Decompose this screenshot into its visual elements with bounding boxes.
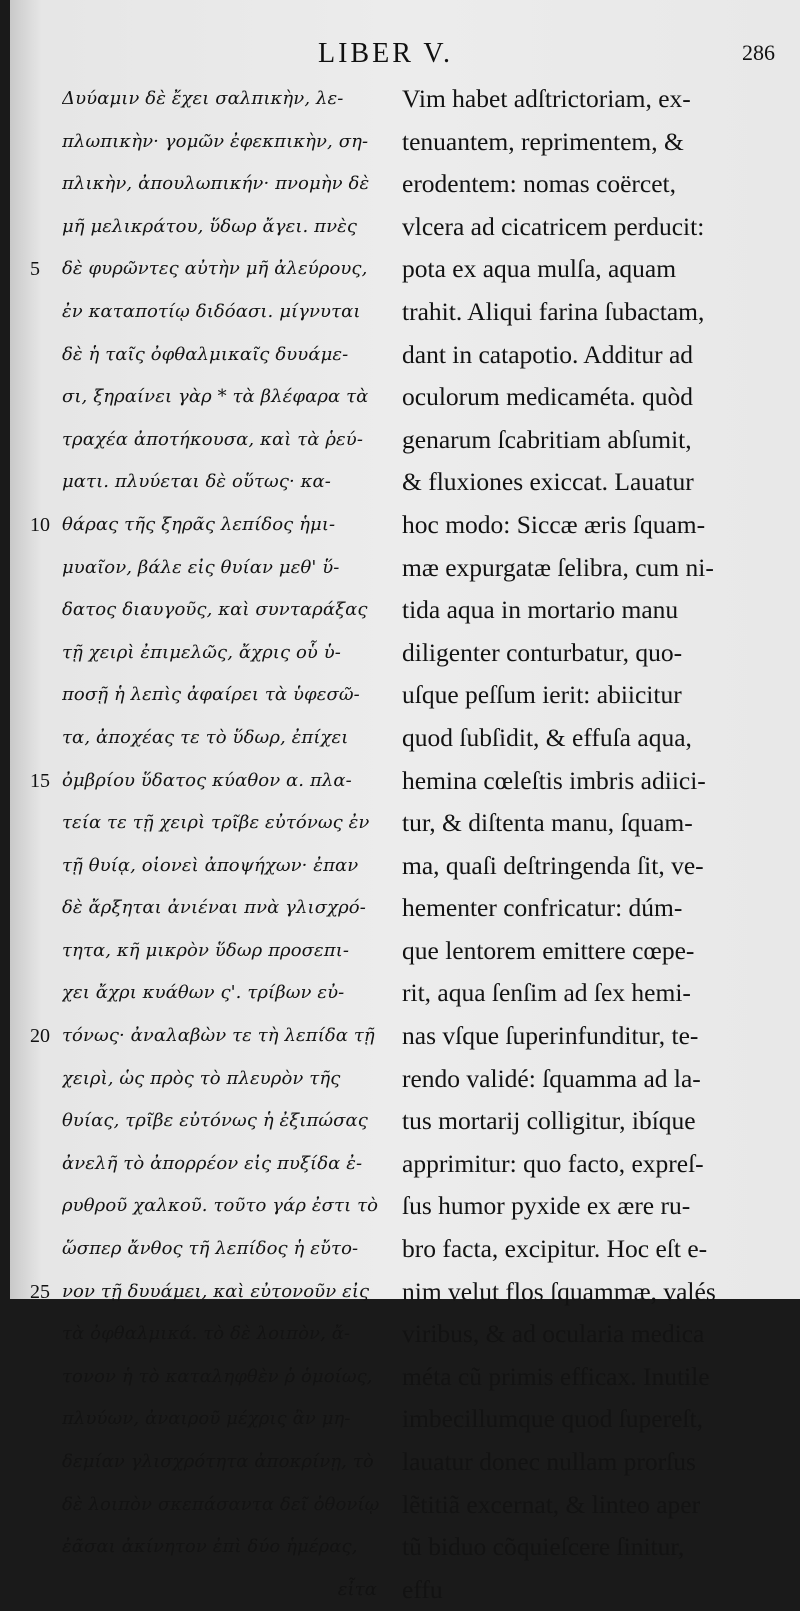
latin-line: rit, aqua ſenſim ad ſex hemi-: [402, 978, 691, 1008]
latin-line: Vim habet adſtrictoriam, ex-: [402, 84, 691, 113]
greek-line: τῇ χειρὶ ἐπιμελῶς, ἄχρις οὗ ὑ-: [62, 641, 341, 663]
greek-line: τητα, κῆ μικρὸν ὕδωρ προσεπι-: [62, 939, 350, 961]
greek-line: ποσῇ ἡ λεπὶς ἀφαίρει τὰ ὑφεσῶ-: [62, 684, 360, 706]
latin-line: bro facta, excipitur. Hoc eſt e-: [402, 1234, 708, 1264]
line-number: 25: [30, 1280, 50, 1303]
page-number: 286: [742, 40, 775, 65]
latin-line: que lentorem emittere cœpe-: [402, 935, 695, 965]
latin-line: nim velut flos ſquammæ, valés: [402, 1276, 716, 1306]
greek-line: Δυύαμιν δὲ ἔχει σαλπικὴν, λε-: [62, 88, 344, 109]
latin-line: hementer confricatur: dúm-: [402, 893, 683, 923]
line-number: 20: [30, 1025, 50, 1048]
greek-line: ἀνελῆ τὸ ἀπορρέον εἰς πυξίδα ἐ-: [62, 1152, 363, 1174]
greek-line: χειρὶ, ὡς πρὸς τὸ πλευρὸν τῆς: [62, 1067, 341, 1089]
greek-line: τα, ἀποχέας τε τὸ ὕδωρ, ἐπίχει: [62, 726, 349, 748]
greek-line: χει ἄχρι κυάθων ς'. τρίβων εὐ-: [62, 982, 345, 1004]
greek-line: σι, ξηραίνει γὰρ * τὰ βλέφαρα τὰ: [62, 386, 369, 408]
latin-line: vlcera ad cicatricem perducit:: [402, 211, 705, 241]
greek-line: ματι. πλυύεται δὲ οὕτως· κα-: [62, 471, 331, 493]
greek-line: ἐᾶσαι ἀκίνητον ἐπὶ δύο ἡμέρας,: [62, 1536, 358, 1558]
greek-line: τῇ θυίᾳ, οἱονεὶ ἀποψήχων· ἐπαν: [62, 854, 359, 876]
latin-line: pota ex aqua mulſa, aquam: [402, 254, 677, 284]
greek-text-column: [62, 78, 397, 1611]
latin-line: trahit. Aliqui farina ſubactam,: [402, 296, 705, 326]
greek-line: ὥσπερ ἄνθος τῆ λεπίδος ἡ εὔτο-: [62, 1238, 359, 1260]
latin-line: hemina cœleſtis imbris adiici-: [402, 765, 706, 795]
latin-line: dant in catapotio. Additur ad: [402, 339, 694, 369]
latin-text-column: [402, 78, 800, 1611]
line-number: 5: [30, 258, 40, 281]
greek-line: δὲ ἄρξηται ἀνιέναι πνὰ γλισχρό-: [62, 897, 366, 919]
latin-line: lauatur donec nullam prorſus: [402, 1447, 696, 1476]
greek-line: μῆ μελικράτου, ὕδωρ ἄγει. πνὲς: [62, 215, 358, 237]
book-page: [10, 0, 800, 1604]
latin-line: erodentem: nomas coërcet,: [402, 169, 677, 199]
greek-line: πλυύων, ἀναιροῦ μέχρις ἂν μη-: [62, 1408, 351, 1430]
running-title: LIBER V.: [318, 38, 453, 69]
latin-line: viribus, & ad ocularia medica: [402, 1319, 705, 1349]
latin-line: effu: [402, 1574, 443, 1604]
greek-line: ὀμβρίου ὕδατος κύαθον α. πλα-: [62, 769, 352, 791]
latin-line: tũ biduo cõquieſcere ſinitur,: [402, 1532, 685, 1562]
latin-line: tida aqua in mortario manu: [402, 595, 679, 625]
latin-line: ma, quaſi deſtringenda ſit, ve-: [402, 850, 704, 880]
greek-line: μυαῖον, βάλε εἰς θυίαν μεθ' ὕ-: [62, 556, 340, 578]
greek-line: πλωπικὴν· γομῶν ἐφεκπικὴν, ση-: [62, 130, 369, 152]
latin-line: nas vſque ſuperinfunditur, te-: [402, 1021, 699, 1051]
greek-line: δὲ ἡ ταῖς ὀφθαλμικαῖς δυυάμε-: [62, 343, 349, 365]
greek-line: νον τῇ δυυάμει, καὶ εὐτονοῦν εἰς: [62, 1280, 370, 1302]
greek-line: ρυθροῦ χαλκοῦ. τοῦτο γάρ ἐστι τὸ: [62, 1195, 379, 1217]
line-number: 10: [30, 514, 50, 536]
latin-line: rendo validé: ſquamma ad la-: [402, 1063, 701, 1093]
greek-line: εἶτα: [337, 1578, 377, 1600]
latin-line: uſque peſſum ierit: abiicitur: [402, 680, 682, 710]
line-number: 15: [30, 769, 50, 792]
latin-line: & fluxiones exiccat. Lauatur: [402, 467, 694, 497]
greek-line: ἐν καταποτίῳ διδόασι. μίγνυται: [62, 300, 361, 322]
latin-line: hoc modo: Siccæ æris ſquam-: [402, 509, 706, 539]
latin-line: diligenter conturbatur, quo-: [402, 637, 683, 667]
latin-line: genarum ſcabritiam abſumit,: [402, 424, 692, 454]
latin-line: méta cũ primis efficax. Inutile: [402, 1361, 710, 1391]
latin-line: oculorum medicaméta. quòd: [402, 382, 694, 412]
latin-line: mæ expurgatæ ſelibra, cum ni-: [402, 552, 714, 582]
greek-line: θάρας τῆς ξηρᾶς λεπίδος ἡμι-: [62, 513, 336, 535]
latin-line: quod ſubſidit, & effuſa aqua,: [402, 722, 692, 752]
latin-line: ſus humor pyxide ex ære ru-: [402, 1191, 691, 1221]
greek-line: θυίας, τρῖβε εὐτόνως ἡ ἐξιπώσας: [62, 1110, 368, 1132]
greek-line: πλικὴν, ἀπουλωπικήν· πνομὴν δὲ: [62, 173, 370, 195]
greek-line: δὲ λοιπὸν σκεπάσαντα δεῖ ὀθονίῳ: [62, 1493, 380, 1515]
greek-line: δεμίαν γλισχρότητα ἀποκρίνῃ, τὸ: [62, 1451, 374, 1472]
greek-line: δατος διαυγοῦς, καὶ συνταράξας: [62, 599, 368, 621]
greek-line: τραχέα ἀποτήκουσα, καὶ τὰ ῥεύ-: [62, 428, 364, 450]
latin-line: lẽtitiã excernat, & linteo aper: [402, 1489, 701, 1519]
latin-line: tus mortarij colligitur, ibíque: [402, 1106, 696, 1136]
greek-line: δὲ φυρῶντες αὐτὴν μῆ ἀλεύρους,: [62, 258, 368, 280]
greek-line: τονον ἡ τὸ καταληφθὲν ῥ ὁμοίως,: [62, 1365, 373, 1387]
latin-line: tenuantem, reprimentem, &: [402, 126, 684, 156]
latin-line: apprimitur: quo facto, expreſ-: [402, 1148, 704, 1178]
latin-line: tur, & diſtenta manu, ſquam-: [402, 808, 693, 838]
greek-line: τεία τε τῇ χειρὶ τρῖβε εὐτόνως ἐν: [62, 812, 370, 834]
greek-line: τὰ ὀφθαλμικά. τὸ δὲ λοιπὸν, ἄ-: [62, 1323, 351, 1345]
latin-line: imbecillumque quod ſupereſt,: [402, 1404, 703, 1434]
page-header: [10, 30, 800, 80]
greek-line: τόνως· ἀναλαβὼν τε τὴ λεπίδα τῇ: [62, 1025, 375, 1047]
